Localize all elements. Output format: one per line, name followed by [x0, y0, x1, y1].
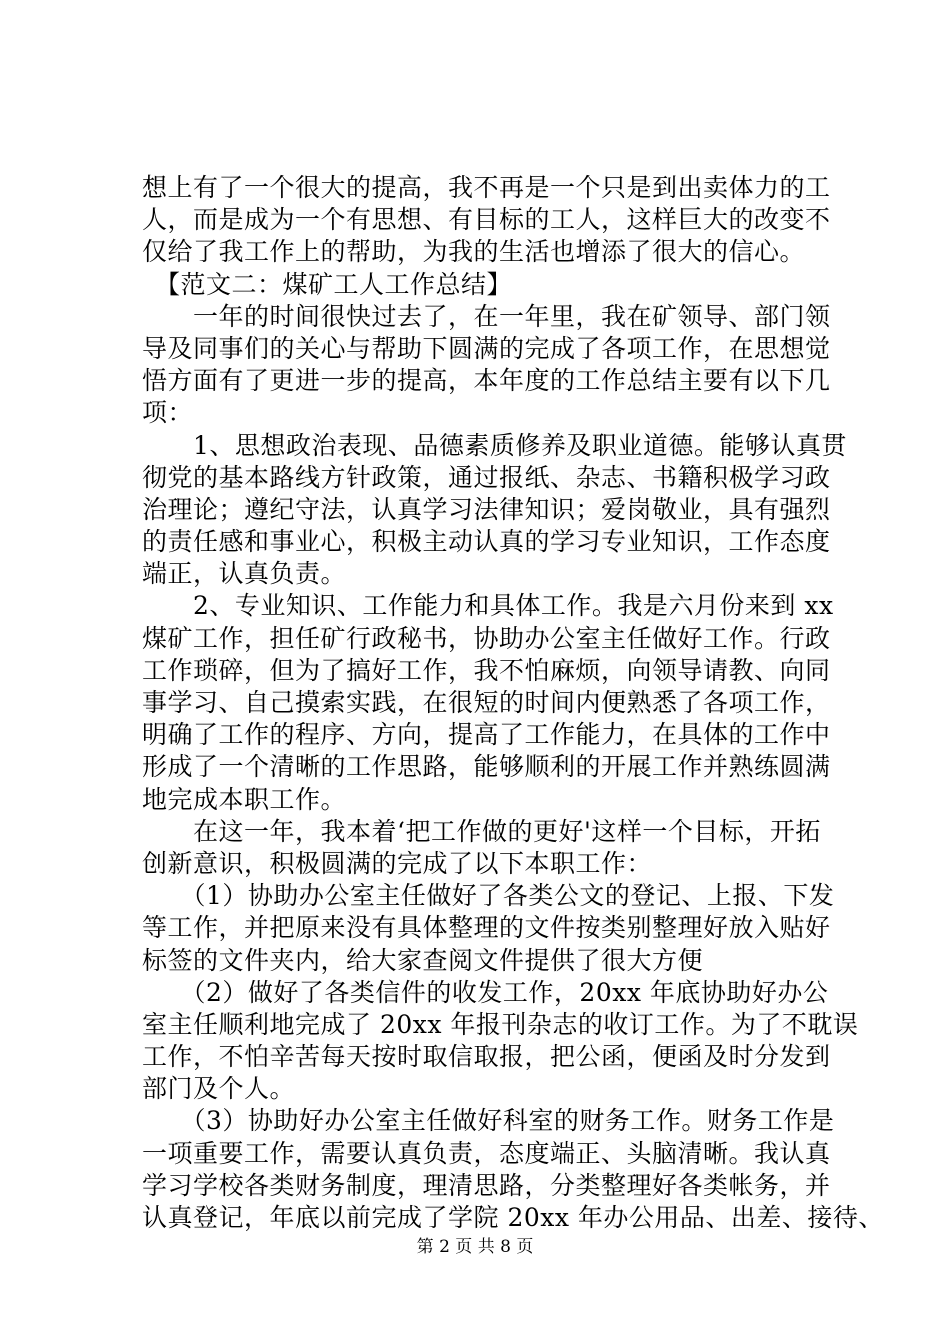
text-line: 工作，不怕辛苦每天按时取信取报，把公函，便函及时分发到	[142, 1042, 831, 1072]
text-line: 的责任感和事业心，积极主动认真的学习专业知识，工作态度	[142, 527, 831, 557]
text-line: （3）协助好办公室主任做好科室的财务工作。财务工作是	[142, 1106, 835, 1136]
text-line: 在这一年，我本着‘把工作做的更好'这样一个目标，开拓	[142, 816, 821, 846]
text-line: 导及同事们的关心与帮助下圆满的完成了各项工作，在思想觉	[142, 333, 831, 363]
text-line: 创新意识，积极圆满的完成了以下本职工作：	[142, 848, 653, 878]
text-line: 一项重要工作，需要认真负责，态度端正、头脑清晰。我认真	[142, 1138, 831, 1168]
text-line: 端正，认真负责。	[142, 559, 347, 589]
text-line: 彻党的基本路线方针政策，通过报纸、杂志、书籍积极学习政	[142, 462, 831, 492]
text-line: 治理论；遵纪守法，认真学习法律知识；爱岗敬业，具有强烈	[142, 494, 831, 524]
text-line: 室主任顺利地完成了 20xx 年报刊杂志的收订工作。为了不耽误	[142, 1009, 859, 1039]
text-line: 事学习、自己摸索实践，在很短的时间内便熟悉了各项工作，	[142, 688, 831, 717]
text-line: 部门及个人。	[142, 1074, 296, 1104]
text-line: （1）协助办公室主任做好了各类公文的登记、上报、下发	[142, 881, 835, 911]
text-line: 【范文二：煤矿工人工作总结】	[142, 269, 513, 299]
text-line: 地完成本职工作。	[142, 784, 347, 814]
text-line: 煤矿工作，担任矿行政秘书，协助办公室主任做好工作。行政	[142, 623, 831, 653]
text-line: 学习学校各类财务制度，理清思路，分类整理好各类帐务，并	[142, 1170, 831, 1200]
text-line: 想上有了一个很大的提高，我不再是一个只是到出卖体力的工	[142, 173, 831, 202]
text-line: 明确了工作的程序、方向，提高了工作能力，在具体的工作中	[142, 720, 831, 750]
text-line: 仅给了我工作上的帮助，为我的生活也增添了很大的信心。	[142, 237, 806, 267]
text-line: 一年的时间很快过去了，在一年里，我在矿领导、部门领	[142, 301, 831, 331]
text-line: 2、专业知识、工作能力和具体工作。我是六月份来到 xx	[142, 591, 834, 621]
text-line: 形成了一个清晰的工作思路，能够顺利的开展工作并熟练圆满	[142, 752, 831, 782]
text-line: 工作琐碎，但为了搞好工作，我不怕麻烦，向领导请教、向同	[142, 655, 831, 685]
text-line: 1、思想政治表现、品德素质修养及职业道德。能够认真贯	[142, 430, 847, 460]
text-line: 项：	[142, 398, 194, 428]
text-line: （2）做好了各类信件的收发工作，20xx 年底协助好办公	[142, 977, 829, 1007]
text-line: 悟方面有了更进一步的提高，本年度的工作总结主要有以下几	[142, 366, 831, 396]
document-body	[142, 172, 884, 1234]
text-line: 认真登记，年底以前完成了学院 20xx 年办公用品、出差、接待、	[142, 1203, 884, 1232]
text-line: 人，而是成为一个有思想、有目标的工人，这样巨大的改变不	[142, 205, 831, 235]
text-line: 等工作，并把原来没有具体整理的文件按类别整理好放入贴好	[142, 913, 831, 943]
text-line: 标签的文件夹内，给大家查阅文件提供了很大方便	[142, 945, 704, 975]
page-footer: 第 2 页 共 8 页	[416, 1237, 534, 1257]
